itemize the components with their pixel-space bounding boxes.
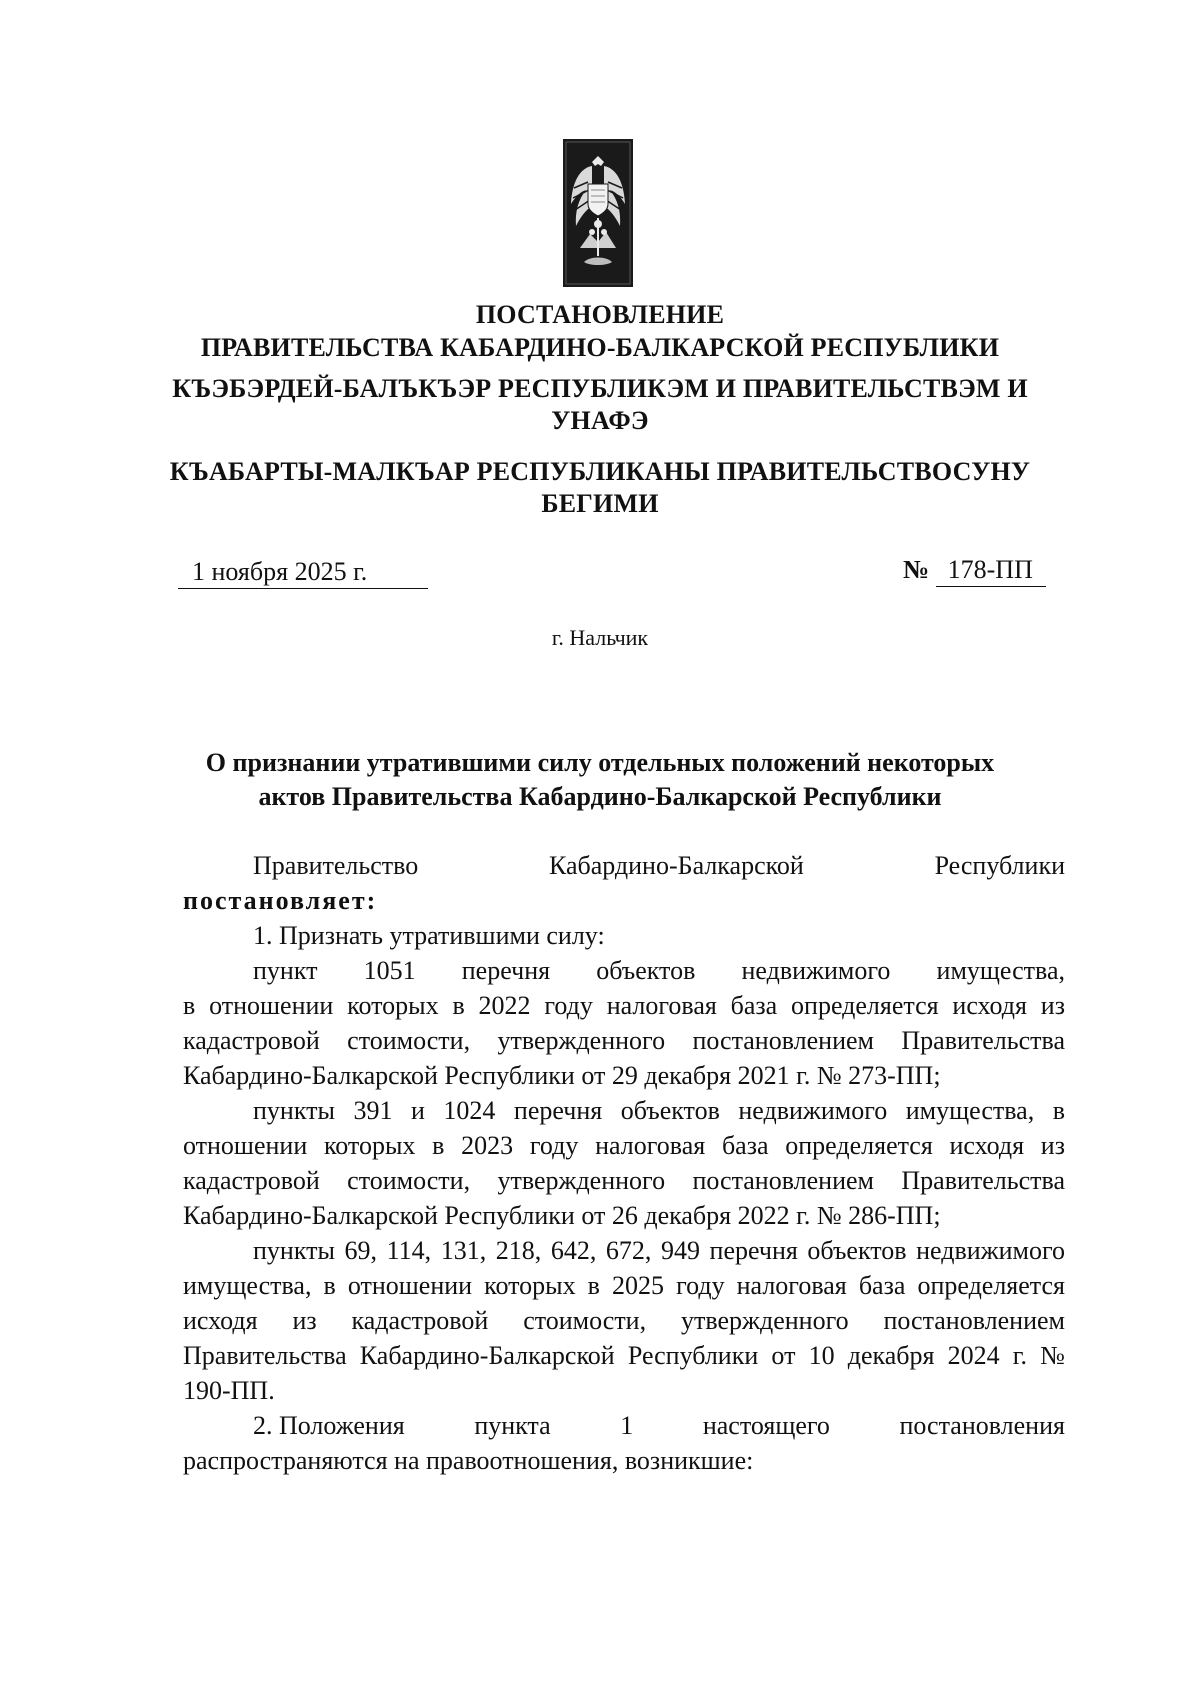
resolution-verb: постановляет: xyxy=(183,886,378,915)
kbr-coat-of-arms-icon xyxy=(562,138,634,288)
item-1-word-2: 1051 xyxy=(363,956,416,985)
paragraph-2-text: распространяются на правоотношения, возникшие: xyxy=(183,1446,754,1475)
document-date: 1 ноября 2025 г. xyxy=(178,556,428,589)
p2-word-3: 1 xyxy=(620,1411,634,1440)
opening-word-1: Правительство xyxy=(253,851,419,880)
paragraph-2-lead xyxy=(183,1408,1065,1443)
document-body xyxy=(183,848,1065,1478)
issuer-russian: ПРАВИТЕЛЬСТВА КАБАРДИНО-БАЛКАРСКОЙ РЕСПУБЛИКИ xyxy=(200,333,1000,362)
document-title xyxy=(160,746,1040,814)
title-line-1: О признании утратившими силу отдельных положений некоторых xyxy=(205,748,995,777)
opening-line xyxy=(183,848,1065,883)
paragraph-1: 1. Признать утратившими силу: xyxy=(253,921,605,950)
number-sign: № xyxy=(903,555,930,584)
item-2-text: пункты 391 и 1024 перечня объектов недвижимого имущества, в отношении которых в 2023 году налоговая база определяется исходя из кадастровой стоимости, утвержденного постановлением Правительства Кабардино-Балкарской Республики от 26 декабря 2022 г. № 286-ПП; xyxy=(183,1096,1065,1230)
issuer-kabardian-line1: КЪЭБЭРДЕЙ-БАЛЪКЪЭР РЕСПУБЛИКЭМ И ПРАВИТЕЛЬСТВЭМ И xyxy=(172,374,1028,403)
document-number xyxy=(903,554,1063,587)
opening-word-3: Республики xyxy=(934,851,1065,880)
p2-word-2: пункта xyxy=(474,1411,551,1440)
item-1-word-4: объектов xyxy=(596,956,696,985)
title-line-2: актов Правительства Кабардино-Балкарской Республики xyxy=(258,782,942,811)
item-1-word-5: недвижимого xyxy=(741,956,891,985)
issuer-karachay-balkar-line1: КЪАБАРТЫ-МАЛКЪАР РЕСПУБЛИКАНЫ ПРАВИТЕЛЬСТВОСУНУ xyxy=(169,457,1031,486)
item-1-word-3: перечня xyxy=(461,956,551,985)
p2-word-4: настоящего xyxy=(702,1411,830,1440)
item-1-lead xyxy=(183,953,1065,988)
coat-of-arms-emblem xyxy=(562,138,634,288)
item-1-word-1: пункт xyxy=(253,956,318,985)
number-value: 178-ПП xyxy=(936,554,1046,587)
item-3-text: пункты 69, 114, 131, 218, 642, 672, 949 перечня объектов недвижимого имущества, в отношении которых в 2025 году налоговая база определяется исходя из кадастровой стоимости, утвержденного постановлением Правительства Кабардино-Балкарской Республики от 10 декабря 2024 г. № 190-ПП. xyxy=(183,1236,1065,1405)
city: г. Нальчик xyxy=(551,625,649,650)
issuer-kabardian-line2: УНАФЭ xyxy=(551,406,649,435)
item-1-text: в отношении которых в 2022 году налоговая база определяется исходя из кадастровой стоимости, утвержденного постановлением Правительства Кабардино-Балкарской Республики от 29 декабря 2021 г. № 273-ПП; xyxy=(183,991,1065,1090)
document-type: ПОСТАНОВЛЕНИЕ xyxy=(475,300,725,329)
opening-word-2: Кабардино-Балкарской xyxy=(548,851,804,880)
p2-word-1: 2. Положения xyxy=(253,1411,405,1440)
p2-word-5: постановления xyxy=(899,1411,1065,1440)
item-1-word-6: имущества, xyxy=(936,956,1065,985)
issuer-karachay-balkar-line2: БЕГИМИ xyxy=(541,489,659,518)
